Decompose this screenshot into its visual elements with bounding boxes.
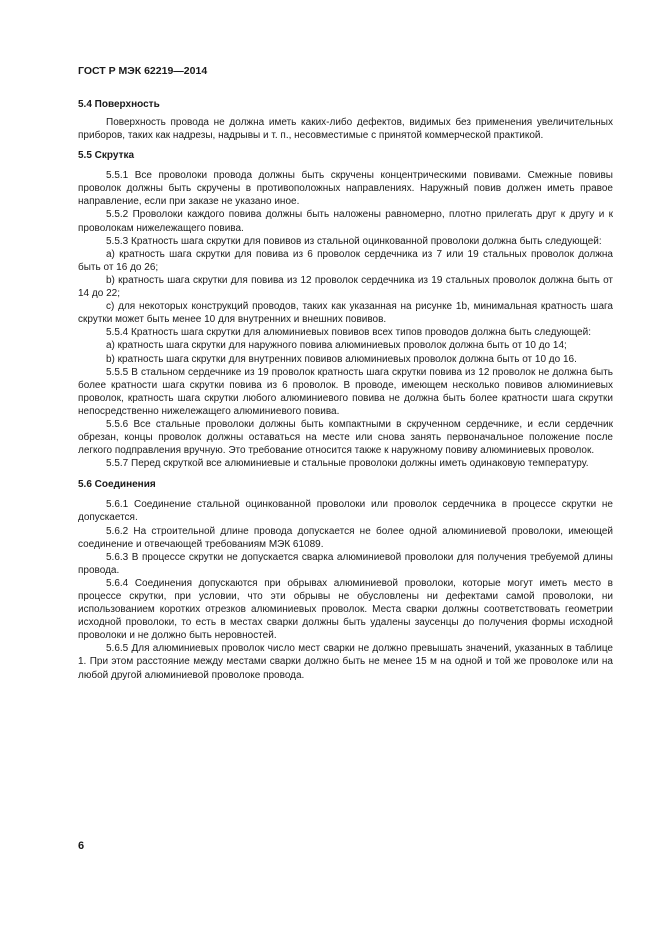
paragraph: 5.5.2 Проволоки каждого повива должны быть наложены равномерно, плотно прилегать друг к другу и к проволокам нижележащего повива. [78,209,613,234]
list-item: a) кратность шага скрутки для повива из 6 проволок сердечника из 7 или 19 стальных проволок должна быть от 16 до 26; [78,248,613,273]
section-5-5 [78,149,613,470]
paragraph: 5.6.4 Соединения допускаются при обрывах алюминиевой проволоки, которые могут иметь место в процессе скрутки, при условии, что эти обрывы не обусловлены ни дефектами самой проволоки, ни использованием коротких отрезков алюминиевых проволок. Места сварки должны соответствовать геометрии исходной проволоки, то есть в местах сварки должны быть удалены заусенцы до получения формы исходной проволоки и не должно быть неровностей. [78,577,613,642]
paragraph: Поверхность провода не должна иметь каких-либо дефектов, видимых без применения увеличительных приборов, таких как надрезы, надрывы и т. п., несовместимые с принятой коммерческой практикой. [78,117,613,142]
paragraph: 5.5.4 Кратность шага скрутки для алюминиевых повивов всех типов проводов должна быть следующей: [106,327,591,339]
list-item: b) кратность шага скрутки для внутренних повивов алюминиевых проволок должна быть от 10 до 16. [106,353,577,365]
paragraph: 5.5.6 Все стальные проволоки должны быть компактными в скрученном сердечнике, и если сердечник обрезан, концы проволок должны оставаться на месте или снова занять первоначальное положение после легкого подправления вручную. Это требование относится также к наружному повиву алюминиевых проволок. [78,418,613,457]
section-5-4 [78,98,613,142]
paragraph: 5.5.7 Перед скруткой все алюминиевые и стальные проволоки должны иметь одинаковую температуру. [106,458,589,470]
paragraph: 5.6.1 Соединение стальной оцинкованной проволоки или проволок сердечника в процессе скрутки не допускается. [78,499,613,524]
section-5-6 [78,478,613,681]
section-title: 5.5 Скрутка [78,150,135,162]
document-page [78,64,613,682]
paragraph: 5.6.5 Для алюминиевых проволок число мест сварки не должно превышать значений, указанных в таблице 1. При этом расстояние между местами сварки должно быть не менее 15 м на одной и той же проволоке или на любой другой алюминиевой проволоке провода. [78,643,613,681]
page-number: 6 [78,840,85,852]
paragraph: 5.6.3 В процессе скрутки не допускается сварка алюминиевой проволоки для получения требуемой длины провода. [78,551,613,576]
section-title: 5.4 Поверхность [78,99,160,110]
paragraph: 5.5.1 Все проволоки провода должны быть скручены концентрическими повивами. Смежные повивы проволок должны быть скручены в противоположных направлениях. Наружный повив должен иметь правое направление, если при заказе не указано иное. [78,170,613,208]
paragraph: 5.6.2 На строительной длине провода допускается не более одной алюминиевой проволоки, имеющей соединение и отвечающей требованиям МЭК 61089. [78,525,613,550]
paragraph: 5.5.3 Кратность шага скрутки для повивов из стальной оцинкованной проволоки должна быть следующей: [106,235,602,247]
standard-header: ГОСТ Р МЭК 62219—2014 [78,65,208,77]
list-item: a) кратность шага скрутки для наружного повива алюминиевых проволок должна быть от 10 до 14; [106,340,567,352]
list-item: b) кратность шага скрутки для повива из 12 проволок сердечника из 19 стальных проволок должна быть от 14 до 22; [78,274,613,300]
paragraph: 5.5.5 В стальном сердечнике из 19 проволок кратность шага скрутки повива из 12 проволок не должна быть более кратности шага скрутки повива из 6 проволок. В проводе, имеющем несколько повивов алюминиевых проволок, кратность шага скрутки любого алюминиевого повива не должна быть более кратности шага скрутки непосредственно нижележащего алюминиевого повива. [78,366,613,417]
list-item: c) для некоторых конструкций проводов, таких как указанная на рисунке 1b, минимальная кратность шага скрутки может быть менее 10 для внутренних и внешних повивов. [78,301,613,326]
section-title: 5.6 Соединения [78,479,156,491]
